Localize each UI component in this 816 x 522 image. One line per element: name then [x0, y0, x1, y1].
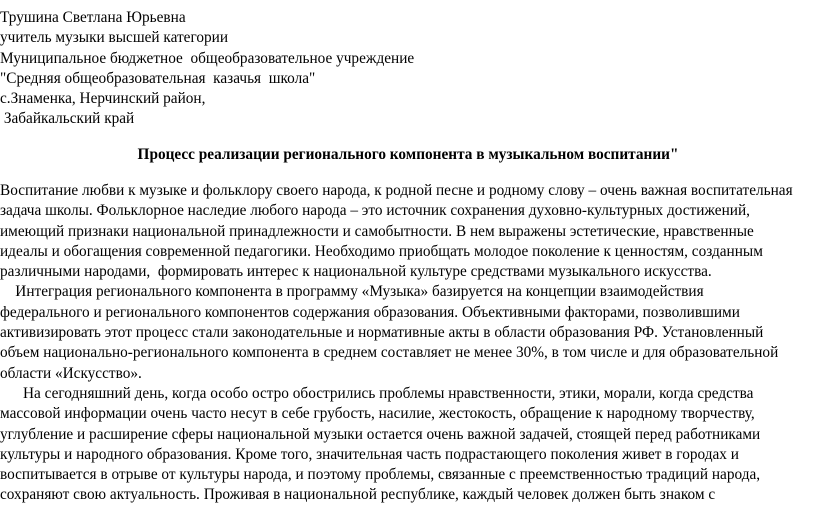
body-line: федерального и регионального компонентов содержания образования. Объективными факторами, позволившими — [0, 303, 740, 321]
body-line: углубление и расширение сферы национальной музыки остается очень важной задачей, стоящей перед работниками — [0, 425, 761, 443]
document-body — [0, 181, 816, 506]
body-line: различными народами, формировать интерес к национальной культуре средствами музыкального искусства. — [0, 263, 712, 281]
body-line: воспитывается в отрыве от культуры народа, и поэтому проблемы, связанные с преемственностью традиций народа, — [0, 466, 761, 484]
body-line: сохраняют свою актуальность. Проживая в национальной республике, каждый человек должен быть знаком с — [0, 486, 716, 504]
location-village: с.Знаменка, Нерчинский район, — [0, 90, 206, 108]
document-title: Процесс реализации регионального компонента в музыкальном воспитании" — [137, 146, 679, 163]
body-line: задача школы. Фольклорное наследие любого народа – это источник сохранения духовно-культурных достижений, — [0, 202, 750, 220]
author-position: учитель музыки высшей категории — [0, 29, 229, 47]
body-line: идеалы и обогащения современной педагогики. Необходимо приобщать молодое поколение к ценностям, созданным — [0, 242, 763, 260]
institution-name: "Средняя общеобразовательная казачья школа" — [0, 69, 316, 87]
body-line: имеющий признаки национальной принадлежности и самобытности. В нем выражены эстетические, нравственные — [0, 222, 754, 240]
body-line: Интеграция регионального компонента в программу «Музыка» базируется на концепции взаимодействия — [0, 283, 704, 301]
body-line: На сегодняшний день, когда особо остро обострились проблемы нравственности, этики, морали, когда средства — [0, 384, 754, 402]
body-line: активизировать этот процесс стали законодательные и нормативные акты в области образования РФ. Установленный — [0, 324, 764, 342]
body-line: массовой информации очень часто несут в себе грубость, насилие, жестокость, обращение к народному творчеству, — [0, 405, 755, 423]
author-name: Трушина Светлана Юрьевна — [0, 9, 186, 26]
body-line: культуры и народного образования. Кроме того, значительная часть подрастающего поколения живет в городах и — [0, 445, 739, 463]
body-line: области «Искусство». — [0, 364, 142, 382]
body-line: объем национально-регионального компонента в среднем составляет не менее 30%, в том числе и для образовательной — [0, 344, 779, 362]
author-header — [0, 8, 414, 130]
institution-type: Муниципальное бюджетное общеобразовательное учреждение — [0, 49, 415, 67]
body-line: Воспитание любви к музыке и фольклору своего народа, к родной песне и родному слову – очень важная воспитательная — [0, 182, 793, 199]
location-region: Забайкальский край — [0, 110, 135, 128]
